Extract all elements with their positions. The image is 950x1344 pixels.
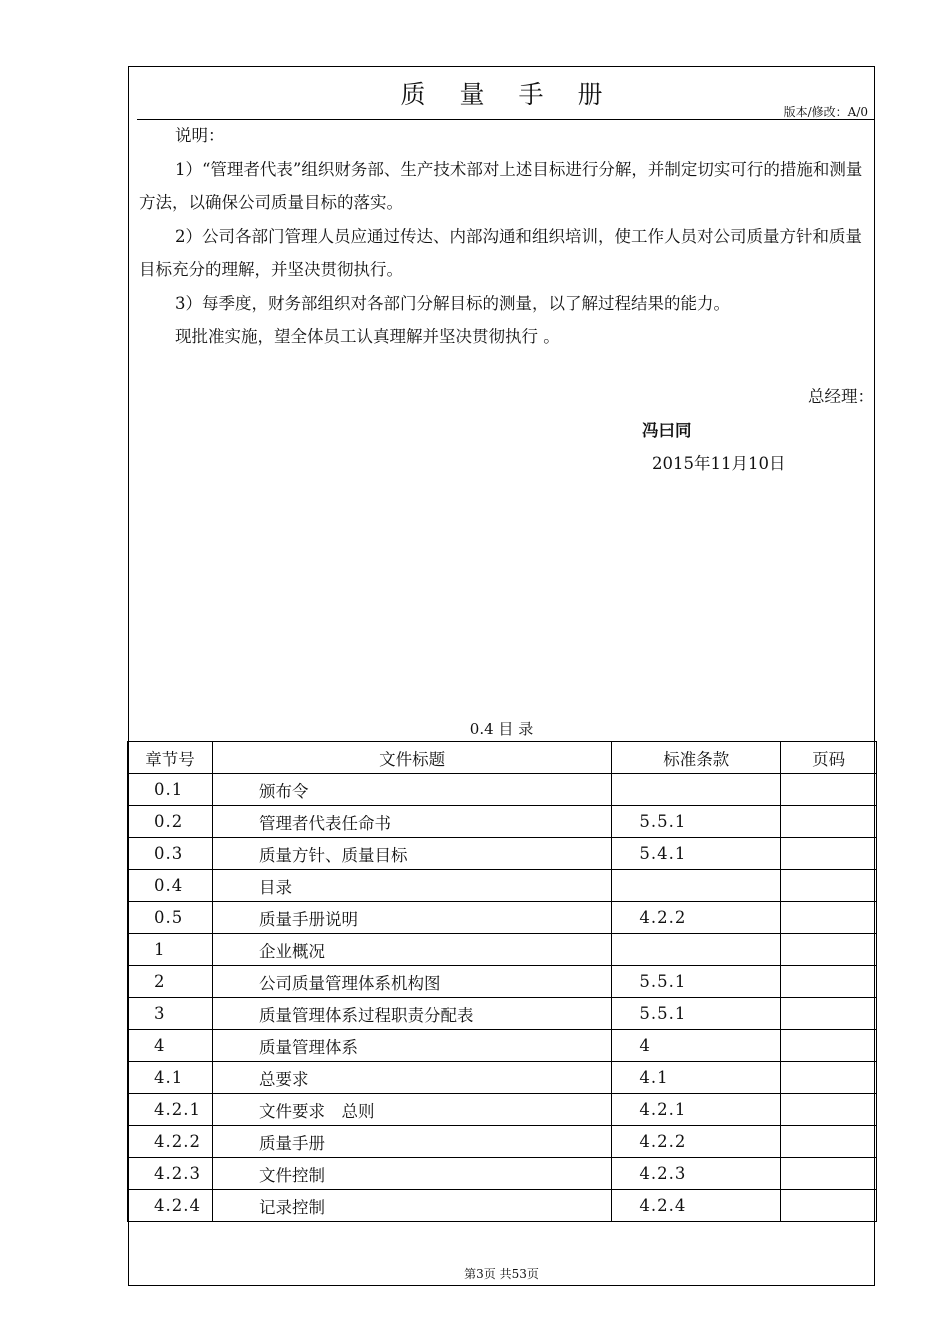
toc-page-cell (781, 806, 877, 838)
toc-clause-cell: 5.5.1 (612, 966, 781, 998)
table-row (128, 1030, 877, 1062)
explanation-item-1: 1）“管理者代表”组织财务部、生产技术部对上述目标进行分解，并制定切实可行的措施和测量方法，以确保公司质量目标的落实。 (139, 159, 863, 212)
version-label: 版本/修改：A/0 (783, 105, 868, 119)
page-number: 第3页 共53页 (464, 1267, 539, 1281)
toc-title-cell: 文件要求 总则 (212, 1094, 611, 1126)
toc-clause-cell (612, 870, 781, 902)
toc-title-cell: 颁布令 (212, 774, 611, 806)
toc-header-title: 文件标题 (212, 742, 611, 774)
toc-header-row (128, 742, 877, 774)
toc-chapter-cell: 4.2.3 (128, 1158, 213, 1190)
explanation-heading: 说明： (175, 126, 225, 145)
toc-title-cell: 质量方针、质量目标 (212, 838, 611, 870)
toc-page-cell (781, 1030, 877, 1062)
toc-chapter-cell: 0.1 (128, 774, 213, 806)
toc-title-cell: 质量手册 (212, 1126, 611, 1158)
toc-page-cell (781, 1094, 877, 1126)
table-row (128, 806, 877, 838)
toc-body (128, 774, 877, 1222)
table-row (128, 870, 877, 902)
signature-date: 2015年11月10日 (652, 454, 786, 473)
toc-chapter-cell: 3 (128, 998, 213, 1030)
page-frame (128, 66, 875, 1286)
toc-header-chapter: 章节号 (128, 742, 213, 774)
toc-page-cell (781, 1062, 877, 1094)
toc-chapter-cell: 0.4 (128, 870, 213, 902)
toc-clause-cell: 4.1 (612, 1062, 781, 1094)
toc-clause-cell: 5.4.1 (612, 838, 781, 870)
toc-clause-cell: 5.5.1 (612, 806, 781, 838)
toc-caption: 0.4 目 录 (469, 720, 534, 738)
table-row (128, 1190, 877, 1222)
toc-page-cell (781, 838, 877, 870)
toc-clause-cell: 4.2.3 (612, 1158, 781, 1190)
toc-clause-cell: 4.2.2 (612, 902, 781, 934)
toc-page-cell (781, 934, 877, 966)
table-row (128, 934, 877, 966)
toc-title-cell: 质量手册说明 (212, 902, 611, 934)
table-row (128, 998, 877, 1030)
toc-table (127, 741, 877, 1222)
toc-page-cell (781, 966, 877, 998)
explanation-item-2: 2）公司各部门管理人员应通过传达、内部沟通和组织培训，使工作人员对公司质量方针和质量目标充分的理解，并坚决贯彻执行。 (139, 226, 862, 279)
toc-title-cell: 总要求 (212, 1062, 611, 1094)
toc-header-clause: 标准条款 (612, 742, 781, 774)
toc-clause-cell (612, 774, 781, 806)
toc-title-cell: 质量管理体系过程职责分配表 (212, 998, 611, 1030)
toc-clause-cell (612, 934, 781, 966)
toc-chapter-cell: 4.2.4 (128, 1190, 213, 1222)
toc-clause-cell: 5.5.1 (612, 998, 781, 1030)
toc-page-cell (781, 1158, 877, 1190)
table-row (128, 966, 877, 998)
toc-title-cell: 管理者代表任命书 (212, 806, 611, 838)
toc-title-cell: 目录 (212, 870, 611, 902)
toc-page-cell (781, 774, 877, 806)
toc-chapter-cell: 2 (128, 966, 213, 998)
toc-title-cell: 质量管理体系 (212, 1030, 611, 1062)
toc-chapter-cell: 4 (128, 1030, 213, 1062)
manual-title: 质量手册 (400, 80, 637, 109)
toc-clause-cell: 4.2.4 (612, 1190, 781, 1222)
table-row (128, 774, 877, 806)
toc-title-cell: 文件控制 (212, 1158, 611, 1190)
toc-chapter-cell: 0.2 (128, 806, 213, 838)
table-row (128, 1126, 877, 1158)
toc-title-cell: 公司质量管理体系机构图 (212, 966, 611, 998)
toc-chapter-cell: 4.1 (128, 1062, 213, 1094)
table-row (128, 902, 877, 934)
signature-name: 冯曰同 (642, 421, 692, 440)
table-row (128, 1158, 877, 1190)
toc-page-cell (781, 998, 877, 1030)
toc-page-cell (781, 870, 877, 902)
toc-page-cell (781, 1190, 877, 1222)
table-row (128, 1062, 877, 1094)
toc-chapter-cell: 4.2.2 (128, 1126, 213, 1158)
toc-chapter-cell: 0.5 (128, 902, 213, 934)
toc-chapter-cell: 4.2.1 (128, 1094, 213, 1126)
approval-statement: 现批准实施，望全体员工认真理解并坚决贯彻执行 。 (175, 327, 560, 346)
table-row (128, 1094, 877, 1126)
toc-page-cell (781, 902, 877, 934)
toc-page-cell (781, 1126, 877, 1158)
toc-chapter-cell: 0.3 (128, 838, 213, 870)
toc-title-cell: 企业概况 (212, 934, 611, 966)
toc-header-page: 页码 (781, 742, 877, 774)
toc-title-cell: 记录控制 (212, 1190, 611, 1222)
signature-title: 总经理： (808, 387, 874, 406)
toc-clause-cell: 4 (612, 1030, 781, 1062)
toc-clause-cell: 4.2.1 (612, 1094, 781, 1126)
toc-chapter-cell: 1 (128, 934, 213, 966)
table-row (128, 838, 877, 870)
explanation-item-3: 3）每季度，财务部组织对各部门分解目标的测量，以了解过程结果的能力。 (175, 293, 730, 313)
toc-clause-cell: 4.2.2 (612, 1126, 781, 1158)
explanation-section (139, 119, 868, 354)
